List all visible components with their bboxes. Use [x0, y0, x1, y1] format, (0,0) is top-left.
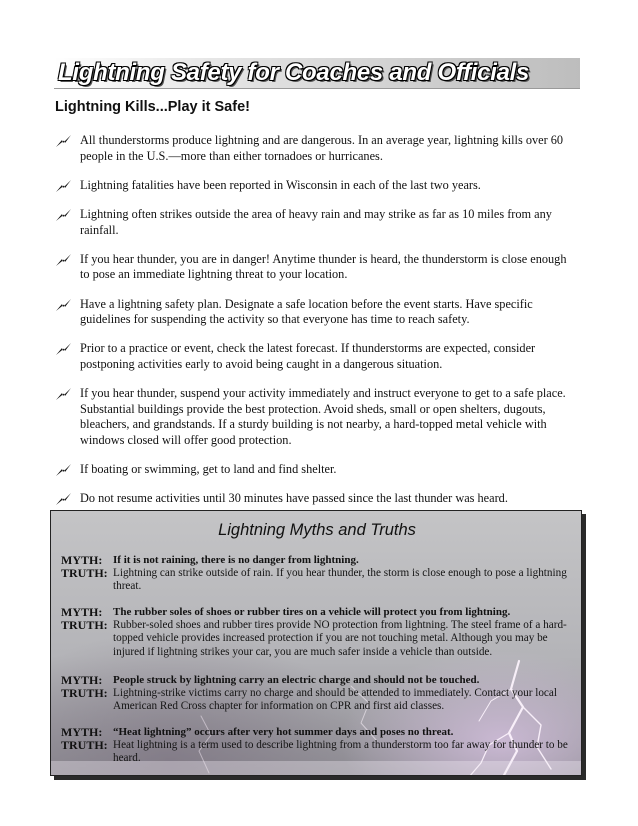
truth-text: Heat lightning is a term used to describe lightning from a thunderstorm too far away for thunder to be heard.: [113, 739, 568, 765]
truth-line: [61, 739, 576, 765]
truth-text: Lightning-strike victims carry no charge and should be attended to immediately. Contact your local American Red Cross chapter for information on CPR and first aid classes.: [113, 687, 557, 713]
lightning-bolt-icon: [55, 179, 73, 193]
lightning-bolt-icon: [55, 463, 73, 477]
bullet-text: If you hear thunder, you are in danger! Anytime thunder is heard, the thunderstorm is close enough to pose an immediate lightning threat to your location.: [80, 251, 567, 282]
list-item: [55, 341, 575, 372]
page-title: Lightning Safety for Coaches and Officials: [58, 59, 530, 86]
bullet-text: Do not resume activities until 30 minutes have passed since the last thunder was heard.: [80, 491, 508, 506]
truth-label: TRUTH:: [61, 566, 108, 581]
myths-box-title: Lightning Myths and Truths: [218, 521, 416, 539]
list-item: [55, 178, 575, 194]
myth-line: [61, 554, 576, 567]
bullet-text: Lightning fatalities have been reported in Wisconsin in each of the last two years.: [80, 177, 481, 192]
page-subtitle: Lightning Kills...Play it Safe!: [55, 99, 250, 115]
bullet-text: Prior to a practice or event, check the latest forecast. If thunderstorms are expected, consider postponing activities early to avoid being caught in a dangerous situation.: [80, 341, 536, 371]
lightning-bolt-icon: [55, 342, 73, 356]
truth-line: [61, 567, 576, 593]
safety-bullet-list: [55, 133, 575, 520]
lightning-bolt-icon: [55, 298, 73, 312]
bullet-text: All thunderstorms produce lightning and are dangerous. In an average year, lightning kills over 60 people in the U.S.—more than either tornadoes or hurricanes.: [80, 133, 564, 163]
myth-line: [61, 674, 576, 687]
myth-label: MYTH:: [61, 725, 103, 739]
bullet-text: Lightning often strikes outside the area of heavy rain and may strike as far as 10 miles from any rainfall.: [80, 206, 552, 237]
truth-line: [61, 687, 576, 713]
lightning-bolt-icon: [55, 492, 73, 506]
lightning-bolt-icon: [55, 134, 73, 148]
truth-label: TRUTH:: [61, 686, 108, 701]
truth-text: Rubber-soled shoes and rubber tires provide NO protection from lightning. The steel frame of a hard-topped vehicle provides increased protection if you are not touching metal. Although you may be injured if lightning strikes your car, you are much safer inside a vehicle than outside.: [113, 619, 567, 658]
myth-label: MYTH:: [61, 553, 103, 567]
lightning-bolt-icon: [55, 208, 73, 222]
truth-line: [61, 619, 576, 659]
list-item: [55, 207, 575, 238]
list-item: [55, 386, 575, 448]
myth-label: MYTH:: [61, 605, 103, 619]
lightning-bolt-icon: [55, 387, 73, 401]
truth-label: TRUTH:: [61, 738, 108, 753]
lightning-bolt-icon: [55, 253, 73, 267]
myth-line: [61, 726, 576, 739]
myth-text: If it is not raining, there is no danger from lightning.: [113, 554, 359, 566]
myths-and-truths-box: [50, 510, 582, 776]
list-item: [55, 462, 575, 478]
truth-label: TRUTH:: [61, 618, 108, 633]
myth-text: The rubber soles of shoes or rubber tires on a vehicle will protect you from lightning.: [113, 606, 511, 618]
list-item: [55, 133, 575, 164]
myth-text: People struck by lightning carry an electric charge and should not be touched.: [113, 674, 480, 686]
list-item: [55, 252, 575, 283]
myth-truth-pair: [61, 674, 576, 714]
bullet-text: If boating or swimming, get to land and find shelter.: [80, 462, 337, 477]
list-item: [55, 297, 575, 328]
myth-truth-pair: [61, 606, 576, 659]
myth-truth-pair: [61, 726, 576, 766]
truth-text: Lightning can strike outside of rain. If you hear thunder, the storm is close enough to pose a lightning threat.: [113, 567, 567, 593]
myth-label: MYTH:: [61, 673, 103, 687]
bullet-text: If you hear thunder, suspend your activity immediately and instruct everyone to get to a safe place. Substantial buildings provide the best protection. Avoid sheds, small or open shelters, dugouts, bleachers, and grandstands. If a sturdy building is not nearby, a hard-topped metal vehicle with windows closed will offer good protection.: [80, 386, 566, 447]
myth-truth-pair: [61, 554, 576, 594]
myth-line: [61, 606, 576, 619]
bullet-text: Have a lightning safety plan. Designate a safe location before the event starts. Have specific guidelines for suspending the activity so that everyone has time to reach safety.: [80, 296, 533, 327]
list-item: [55, 491, 575, 507]
myth-text: “Heat lightning” occurs after very hot summer days and poses no threat.: [113, 726, 454, 738]
title-banner: [54, 58, 580, 89]
